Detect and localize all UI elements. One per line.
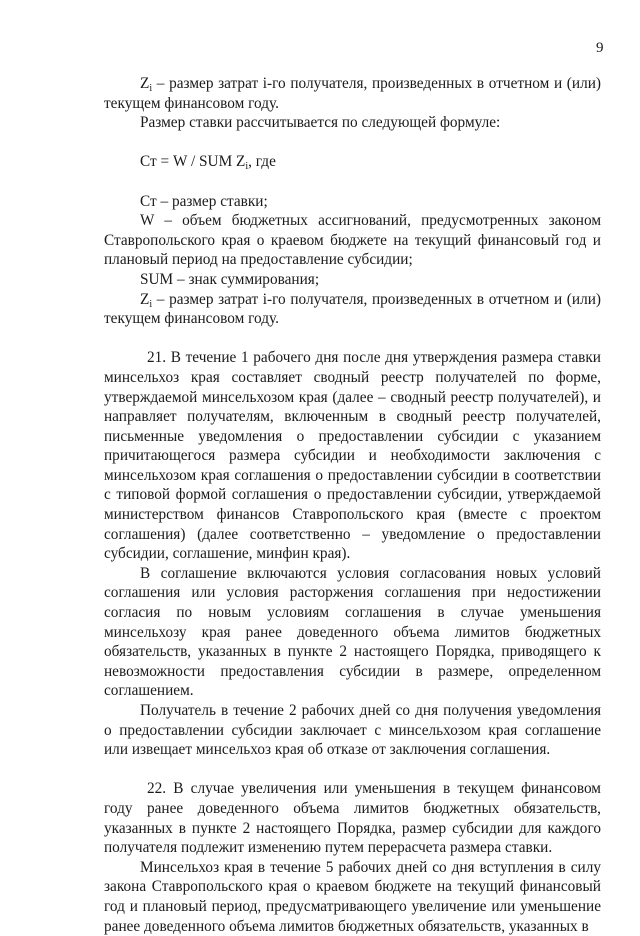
definition-st: Ст – размер ставки; bbox=[140, 192, 268, 210]
zi-definition-paragraph bbox=[104, 74, 601, 113]
page-number: 9 bbox=[596, 40, 604, 56]
rate-formula-intro: Размер ставки рассчитывается по следующей формуле: bbox=[140, 114, 501, 132]
formula-subscript: i bbox=[245, 161, 249, 173]
zi-symbol: Z bbox=[140, 75, 150, 92]
document-body bbox=[104, 74, 601, 936]
definition-w: W – объем бюджетных ассигнований, предусмотренных законом Ставропольского края о краевом бюджете на текущий финансовый год и плановый период на предоставление субсидии; bbox=[104, 212, 601, 269]
section-22-ministry-action: Минсельхоз края в течение 5 рабочих дней со дня вступления в силу закона Ставропольского края о краевом бюджете на текущий финансовый год и плановый период, предусматривающего увеличение или уменьшение ранее доведенного объема лимитов бюджетных обязательств, указанных в bbox=[104, 858, 601, 935]
def-zi-text: – размер затрат i-го получателя, произведенных в отчетном и (или) текущем финансовом году. bbox=[104, 290, 601, 328]
section-22: 22. В случае увеличения или уменьшения в текущем финансовом году ранее доведенного объема лимитов бюджетных обязательств, указанных в пункте 2 настоящего Порядка, размер субсидии для каждого получателя подлежит изменению путем перерасчета размера ставки. bbox=[104, 780, 601, 857]
section-21: 21. В течение 1 рабочего дня после дня утверждения размера ставки минсельхоз края составляет сводный реестр получателей по форме, утверждаемой минсельхозом края (далее – сводный реестр получателей), и направляет получателям, включенным в сводный реестр получателей, письменные уведомления о предоставлении субсидии с указанием причитающегося размера субсидии и необходимости заключения с минсельхозом края соглашения о предоставлении субсидии в соответствии с типовой формой соглашения о предоставлении субсидии, утверждаемой министерством финансов Ставропольского края (вместе с проектом соглашения) (далее соответственно – уведомление о предоставлении субсидии, соглашение, минфин края). bbox=[104, 349, 601, 563]
zi-subscript: i bbox=[149, 83, 153, 94]
formula-main: Ст = W / SUM Z bbox=[140, 153, 246, 171]
section-21-recipient-action: Получатель в течение 2 рабочих дней со дня получения уведомления о предоставлении субсидии заключает с минсельхозом края соглашение или извещает минсельхоз края об отказе от заключения соглашения. bbox=[104, 702, 601, 759]
definition-sum: SUM – знак суммирования; bbox=[140, 270, 320, 288]
def-zi-subscript: i bbox=[149, 298, 153, 310]
rate-formula bbox=[104, 152, 601, 172]
def-zi-symbol: Z bbox=[140, 290, 150, 308]
zi-definition-text: – размер затрат i-го получателя, произведенных в отчетном и (или) текущем финансовом году. bbox=[104, 75, 601, 112]
definition-zi bbox=[104, 290, 601, 329]
formula-suffix: , где bbox=[248, 153, 276, 171]
section-21-agreement-terms: В соглашение включаются условия согласования новых условий соглашения или условия расторжения соглашения при недостижении согласия по новым условиям соглашения в случае уменьшения минсельхозу края ранее доведенного объема лимитов бюджетных обязательств, указанных в пункте 2 настоящего Порядка, приводящего к невозможности предоставления субсидии в размере, определенном соглашением. bbox=[104, 564, 601, 700]
